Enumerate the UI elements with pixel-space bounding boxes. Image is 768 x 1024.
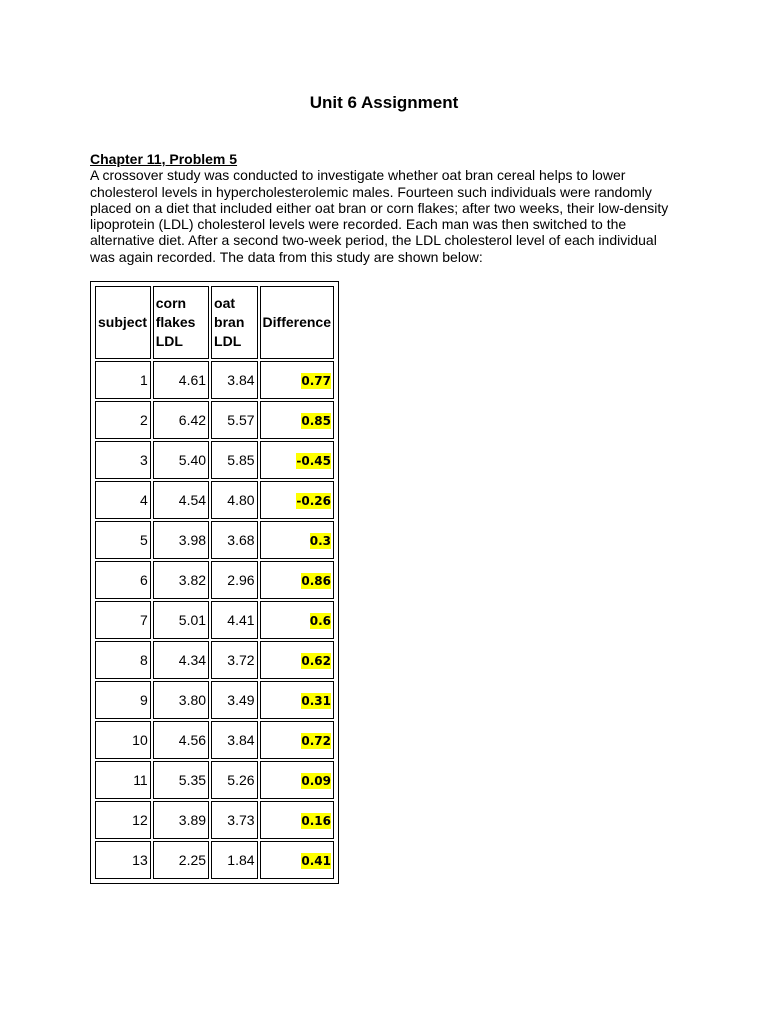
cell-difference	[260, 801, 334, 839]
table-row	[95, 721, 334, 759]
ldl-data-table	[90, 281, 339, 884]
cell-difference	[260, 441, 334, 479]
cell-subject: 9	[95, 681, 151, 719]
highlighted-difference: 0.3	[309, 534, 331, 548]
cell-corn-flakes: 3.89	[153, 801, 209, 839]
cell-oat-bran: 4.41	[211, 601, 258, 639]
cell-subject: 12	[95, 801, 151, 839]
cell-oat-bran: 3.84	[211, 721, 258, 759]
cell-subject: 13	[95, 841, 151, 879]
cell-corn-flakes: 5.40	[153, 441, 209, 479]
table-row	[95, 561, 334, 599]
cell-difference	[260, 681, 334, 719]
cell-difference	[260, 361, 334, 399]
cell-subject: 4	[95, 481, 151, 519]
problem-heading: Chapter 11, Problem 5	[90, 151, 238, 167]
table-row	[95, 361, 334, 399]
table-header-row	[95, 286, 334, 359]
problem-description: A crossover study was conducted to investigate whether oat bran cereal helps to lower cholesterol levels in hypercholesterolemic males. Fourteen such individuals were randomly placed on a diet that included either oat bran or corn flakes; after two weeks, their low-density lipoprotein (LDL) cholesterol levels were recorded. Each man was then switched to the alternative diet. After a second two-week period, the LDL cholesterol level of each individual was again recorded. The data from this study are shown below:	[90, 167, 669, 265]
cell-oat-bran: 3.73	[211, 801, 258, 839]
column-header-subject: subject	[95, 286, 151, 359]
cell-corn-flakes: 3.98	[153, 521, 209, 559]
cell-corn-flakes: 4.56	[153, 721, 209, 759]
cell-corn-flakes: 5.01	[153, 601, 209, 639]
cell-difference	[260, 601, 334, 639]
cell-difference	[260, 481, 334, 519]
table-row	[95, 761, 334, 799]
cell-corn-flakes: 3.80	[153, 681, 209, 719]
cell-oat-bran: 2.96	[211, 561, 258, 599]
cell-difference	[260, 561, 334, 599]
highlighted-difference: 0.62	[301, 654, 331, 668]
cell-oat-bran: 3.68	[211, 521, 258, 559]
cell-oat-bran: 5.57	[211, 401, 258, 439]
table-row	[95, 521, 334, 559]
table-row	[95, 641, 334, 679]
cell-difference	[260, 521, 334, 559]
cell-subject: 7	[95, 601, 151, 639]
cell-difference	[260, 401, 334, 439]
highlighted-difference: -0.45	[296, 454, 331, 468]
highlighted-difference: 0.09	[301, 774, 331, 788]
data-table-grid	[93, 284, 336, 881]
table-row	[95, 681, 334, 719]
cell-subject: 10	[95, 721, 151, 759]
highlighted-difference: 0.72	[301, 734, 331, 748]
cell-corn-flakes: 6.42	[153, 401, 209, 439]
cell-difference	[260, 841, 334, 879]
highlighted-difference: -0.26	[296, 494, 331, 508]
cell-subject: 6	[95, 561, 151, 599]
page-title: Unit 6 Assignment	[309, 93, 459, 112]
highlighted-difference: 0.16	[301, 814, 331, 828]
cell-oat-bran: 1.84	[211, 841, 258, 879]
cell-subject: 3	[95, 441, 151, 479]
highlighted-difference: 0.85	[301, 414, 331, 428]
cell-corn-flakes: 3.82	[153, 561, 209, 599]
table-row	[95, 601, 334, 639]
cell-difference	[260, 721, 334, 759]
cell-corn-flakes: 5.35	[153, 761, 209, 799]
highlighted-difference: 0.31	[301, 694, 331, 708]
cell-corn-flakes: 4.34	[153, 641, 209, 679]
highlighted-difference: 0.77	[301, 374, 331, 388]
cell-subject: 8	[95, 641, 151, 679]
cell-difference	[260, 641, 334, 679]
column-header-corn-flakes: corn flakes LDL	[153, 286, 209, 359]
cell-oat-bran: 5.85	[211, 441, 258, 479]
highlighted-difference: 0.41	[301, 854, 331, 868]
highlighted-difference: 0.86	[301, 574, 331, 588]
cell-corn-flakes: 2.25	[153, 841, 209, 879]
cell-corn-flakes: 4.54	[153, 481, 209, 519]
highlighted-difference: 0.6	[309, 614, 331, 628]
table-row	[95, 441, 334, 479]
cell-oat-bran: 5.26	[211, 761, 258, 799]
cell-oat-bran: 4.80	[211, 481, 258, 519]
table-row	[95, 481, 334, 519]
table-row	[95, 801, 334, 839]
cell-corn-flakes: 4.61	[153, 361, 209, 399]
cell-oat-bran: 3.72	[211, 641, 258, 679]
cell-subject: 5	[95, 521, 151, 559]
cell-difference	[260, 761, 334, 799]
cell-oat-bran: 3.84	[211, 361, 258, 399]
column-header-difference: Difference	[260, 286, 334, 359]
table-row	[95, 401, 334, 439]
cell-subject: 11	[95, 761, 151, 799]
cell-subject: 1	[95, 361, 151, 399]
column-header-oat-bran: oat bran LDL	[211, 286, 258, 359]
problem-section	[90, 151, 680, 265]
cell-oat-bran: 3.49	[211, 681, 258, 719]
table-row	[95, 841, 334, 879]
cell-subject: 2	[95, 401, 151, 439]
